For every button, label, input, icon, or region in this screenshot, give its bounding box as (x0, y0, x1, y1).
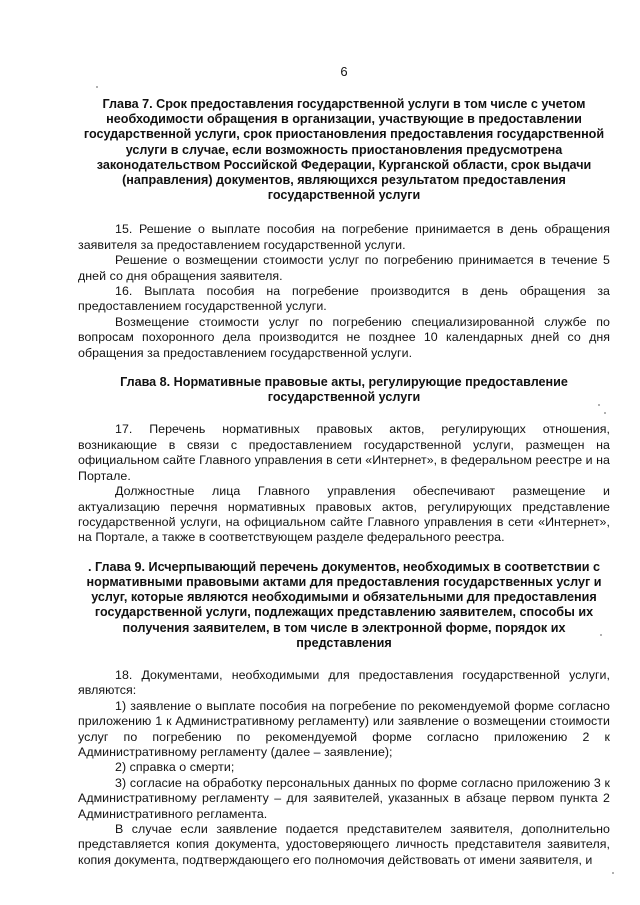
scan-speck (604, 412, 606, 414)
paragraph-17: 17. Перечень нормативных правовых актов, регулирующих отношения, возникающие в связи с предоставлением государственной услуги, размещен на официальном сайте Главного управления в сети «Интернет», в федеральном реестре и на Портале. (78, 422, 610, 483)
scan-speck (96, 86, 98, 88)
paragraph-18-representative: В случае если заявление подается представителем заявителя, дополнительно представляется копия документа, удостоверяющего личность представителя заявителя, копия документа, подтверждающего его полномочия действовать от имени заявителя, и (78, 822, 610, 867)
paragraph-15: 15. Решение о выплате пособия на погребение принимается в день обращения заявителя за предоставлением государственной услуги. (78, 222, 610, 252)
chapter-9-heading: . Глава 9. Исчерпывающий перечень документов, необходимых в соответствии с нормативными правовыми актами для предоставления государственных услуг и услуг, которые являются необходимыми и обязательными для предоставления государственной услуги, подлежащих представлению заявителем, способы их получения заявителем, в том числе в электронной форме, порядок их представления (86, 559, 602, 650)
paragraph-18-item-3: 3) согласие на обработку персональных данных по форме согласно приложению 3 к Административному регламенту – для заявителей, указанных в абзаце первом пункта 2 Административного регламента. (78, 775, 610, 821)
chapter-8-heading: Глава 8. Нормативные правовые акты, регулирующие предоставление государственной услуги (120, 375, 568, 405)
paragraph-18-item-1: 1) заявление о выплате пособия на погребение по рекомендуемой форме согласно приложению 1 к Административному регламенту) или заявление о возмещении стоимости услуг по погребению по рекомендуемой форме согласно приложению 2 к Административному регламенту (далее – заявление); (78, 698, 610, 759)
paragraph-18-item-2: 2) справка о смерти; (115, 760, 235, 775)
scan-speck (612, 872, 614, 874)
document-page (78, 64, 610, 868)
scan-speck (600, 634, 602, 636)
scan-speck (598, 404, 600, 406)
paragraph-17-officials: Должностные лица Главного управления обеспечивают размещение и актуализацию перечня нормативных правовых актов, регулирующих представление государственной услуги, на официальном сайте Главного управления в сети «Интернет», на Портале, а также в соответствующем разделе федерального реестра. (78, 484, 610, 545)
paragraph-16: 16. Выплата пособия на погребение производится в день обращения за предоставлением государственной услуги. (78, 284, 610, 314)
paragraph-18: 18. Документами, необходимыми для предоставления государственной услуги, являются: (78, 667, 610, 698)
page-number: 6 (340, 64, 348, 79)
paragraph-16-reimbursement: Возмещение стоимости услуг по погребению специализированной службе по вопросам похоронного дела производится не позднее 10 календарных дней со дня обращения за предоставлением государственной услуги. (78, 314, 610, 360)
paragraph-15-reimbursement: Решение о возмещении стоимости услуг по погребению принимается в течение 5 дней со дня обращения заявителя. (78, 253, 610, 283)
chapter-7-heading: Глава 7. Срок предоставления государственной услуги в том числе с учетом необходимости обращения в организации, участвующие в предоставлении государственной услуги, срок приостановления предоставления государственной услуги в случае, если возможность приостановления предусмотрена законодательством Российской Федерации, Курганской области, срок выдачи (направления) документов, являющихся результатом предоставления государственной услуги (83, 97, 605, 203)
